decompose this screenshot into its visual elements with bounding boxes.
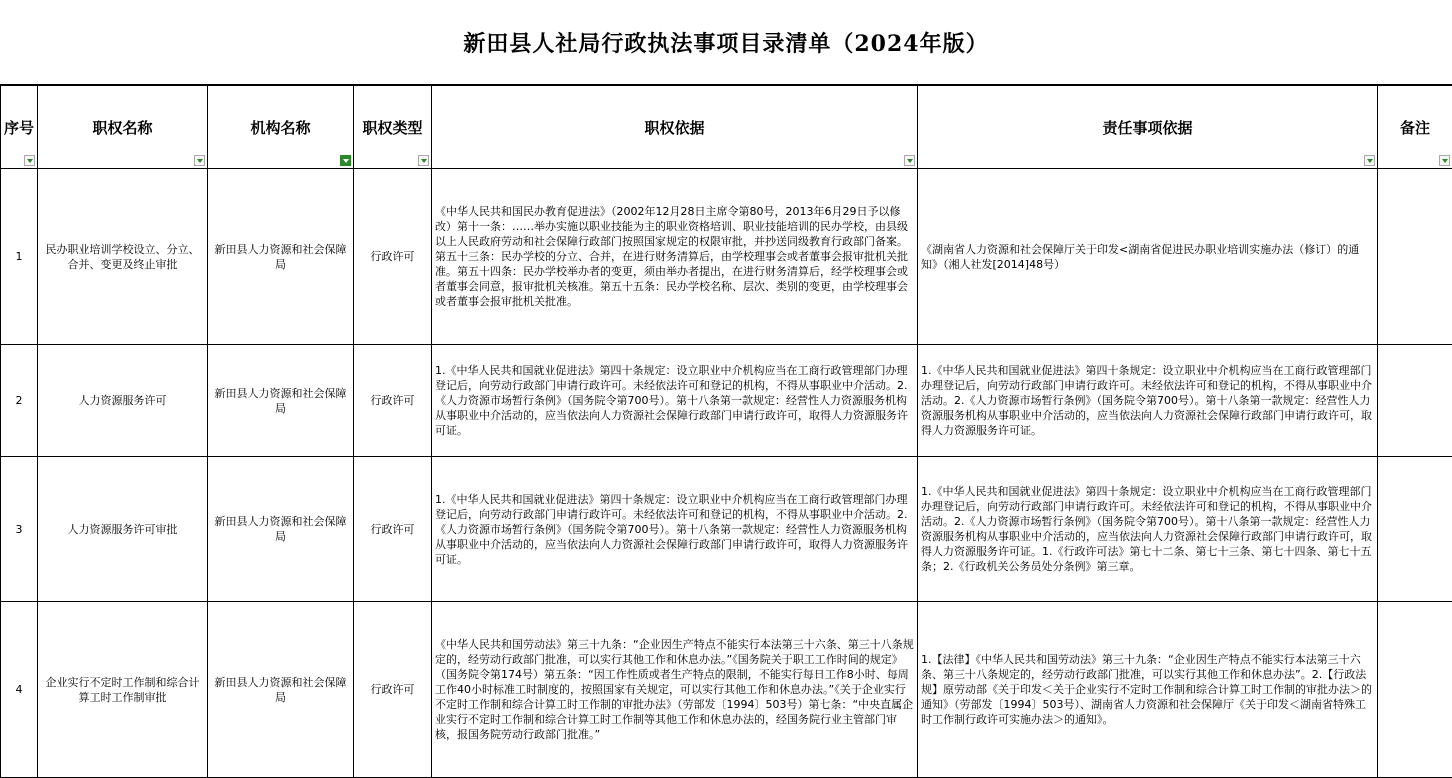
filter-dropdown-icon[interactable] [194,155,205,166]
cell-org[interactable]: 新田县人力资源和社会保障局 [208,169,354,345]
header-org-label: 机构名称 [250,119,310,137]
cell-org[interactable]: 新田县人力资源和社会保障局 [208,602,354,778]
header-org [208,86,354,169]
cell-basis[interactable]: 《中华人民共和国民办教育促进法》（2002年12月28日主席令第80号，2013年6月29日予以修改）第十一条：……举办实施以职业技能为主的职业资格培训、职业技能培训的民办学校，由县级以上人民政府劳动和社会保障行政部门按照国家规定的权限审批，并抄送同级教育行政部门备案。第五十三条：民办学校的分立、合并，在进行财务清算后，由学校理事会或者董事会报审批机关批准。第五十四条：民办学校举办者的变更，须由举办者提出，在进行财务清算后，经学校理事会或者董事会同意，报审批机关核准。第五十五条：民办学校名称、层次、类别的变更，由学校理事会或者董事会报审批机关批准。 [432,169,918,345]
page-title: 新田县人社局行政执法事项目录清单（2024年版） [463,27,988,58]
table-row [1,602,1452,778]
cell-type[interactable]: 行政许可 [354,602,432,778]
filter-dropdown-icon[interactable] [904,155,915,166]
cell-basis[interactable]: 1.《中华人民共和国就业促进法》第四十条规定：设立职业中介机构应当在工商行政管理部门办理登记后，向劳动行政部门申请行政许可。未经依法许可和登记的机构，不得从事职业中介活动。2.《人力资源市场暂行条例》（国务院令第700号）。第十八条第一款规定：经营性人力资源服务机构从事职业中介活动的，应当依法向人力资源社会保障行政部门申请行政许可，取得人力资源服务许可证。 [432,345,918,457]
cell-name[interactable]: 人力资源服务许可审批 [38,457,208,602]
table-row [1,345,1452,457]
cell-org[interactable]: 新田县人力资源和社会保障局 [208,345,354,457]
cell-duty[interactable]: 1.【法律】《中华人民共和国劳动法》第三十九条：“企业因生产特点不能实行本法第三十六条、第三十八条规定的，经劳动行政部门批准，可以实行其他工作和休息办法”。2.【行政法规】原劳动部《关于印发＜关于企业实行不定时工作制和综合计算工时工作制的审批办法＞的通知》（劳部发〔1994〕503号）、湖南省人力资源和社会保障厅《关于印发＜湖南省特殊工时工作制行政许可实施办法＞的通知》。 [918,602,1378,778]
header-no-label: 序号 [4,119,34,137]
catalog-table [0,85,1452,778]
header-name-label: 职权名称 [92,119,152,137]
header-row [1,86,1452,169]
cell-basis[interactable]: 1.《中华人民共和国就业促进法》第四十条规定：设立职业中介机构应当在工商行政管理部门办理登记后，向劳动行政部门申请行政许可。未经依法许可和登记的机构，不得从事职业中介活动。2.《人力资源市场暂行条例》（国务院令第700号）。第十八条第一款规定：经营性人力资源服务机构从事职业中介活动的，应当依法向人力资源社会保障行政部门申请行政许可，取得人力资源服务许可证。 [432,457,918,602]
cell-note[interactable] [1378,169,1452,345]
cell-org[interactable]: 新田县人力资源和社会保障局 [208,457,354,602]
header-duty-label: 责任事项依据 [1102,119,1192,137]
filter-active-icon[interactable] [340,155,351,166]
cell-name[interactable]: 企业实行不定时工作制和综合计算工时工作制审批 [38,602,208,778]
title-row [0,0,1452,85]
cell-name[interactable]: 人力资源服务许可 [38,345,208,457]
cell-type[interactable]: 行政许可 [354,169,432,345]
header-basis [432,86,918,169]
header-name [38,86,208,169]
filter-dropdown-icon[interactable] [24,155,35,166]
header-basis-label: 职权依据 [644,119,704,137]
filter-dropdown-icon[interactable] [418,155,429,166]
cell-note[interactable] [1378,457,1452,602]
cell-basis[interactable]: 《中华人民共和国劳动法》第三十九条：“企业因生产特点不能实行本法第三十六条、第三十八条规定的，经劳动行政部门批准，可以实行其他工作和休息办法。”《国务院关于职工工作时间的规定》（国务院令第174号）第五条：“因工作性质或者生产特点的限制，不能实行每日工作8小时、每周工作40小时标准工时制度的，按照国家有关规定，可以实行其他工作和休息办法。”《关于企业实行不定时工作制和综合计算工时工作制的审批办法》（劳部发〔1994〕503号）第七条：“中央直属企业实行不定时工作制和综合计算工时工作制等其他工作和休息办法的，经国务院行业主管部门审核，报国务院劳动行政部门批准。” [432,602,918,778]
table-row [1,169,1452,345]
header-type [354,86,432,169]
cell-no[interactable]: 4 [1,602,38,778]
cell-duty[interactable]: 1.《中华人民共和国就业促进法》第四十条规定：设立职业中介机构应当在工商行政管理部门办理登记后，向劳动行政部门申请行政许可。未经依法许可和登记的机构，不得从事职业中介活动。2.《人力资源市场暂行条例》（国务院令第700号）。第十八条第一款规定：经营性人力资源服务机构从事职业中介活动的，应当依法向人力资源社会保障行政部门申请行政许可，取得人力资源服务许可证。 [918,345,1378,457]
cell-type[interactable]: 行政许可 [354,345,432,457]
cell-type[interactable]: 行政许可 [354,457,432,602]
cell-name[interactable]: 民办职业培训学校设立、分立、合并、变更及终止审批 [38,169,208,345]
header-no [1,86,38,169]
header-duty [918,86,1378,169]
cell-note[interactable] [1378,602,1452,778]
cell-note[interactable] [1378,345,1452,457]
filter-dropdown-icon[interactable] [1364,155,1375,166]
table-row [1,457,1452,602]
header-note [1378,86,1452,169]
filter-dropdown-icon[interactable] [1439,155,1450,166]
cell-no[interactable]: 1 [1,169,38,345]
cell-no[interactable]: 3 [1,457,38,602]
cell-no[interactable]: 2 [1,345,38,457]
cell-duty[interactable]: 1.《中华人民共和国就业促进法》第四十条规定：设立职业中介机构应当在工商行政管理部门办理登记后，向劳动行政部门申请行政许可。未经依法许可和登记的机构，不得从事职业中介活动。2.《人力资源市场暂行条例》（国务院令第700号）。第十八条第一款规定：经营性人力资源服务机构从事职业中介活动的，应当依法向人力资源社会保障行政部门申请行政许可，取得人力资源服务许可证。1.《行政许可法》第七十二条、第七十三条、第七十四条、第七十五条；2.《行政机关公务员处分条例》第三章。 [918,457,1378,602]
header-type-label: 职权类型 [362,119,422,137]
cell-duty[interactable]: 《湖南省人力资源和社会保障厅关于印发<湖南省促进民办职业培训实施办法（修订）的通知》（湘人社发[2014]48号） [918,169,1378,345]
header-note-label: 备注 [1400,119,1430,137]
